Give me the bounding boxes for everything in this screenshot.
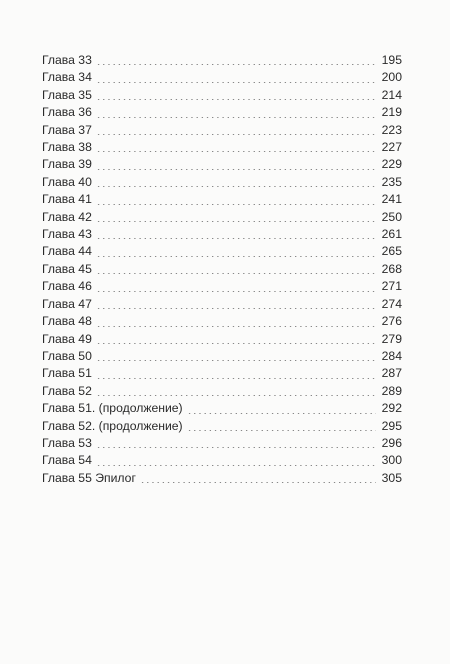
toc-entry-title: Глава 51 <box>42 366 92 381</box>
dot-leader <box>96 82 376 83</box>
toc-entry-title: Глава 47 <box>42 296 92 311</box>
toc-entry <box>42 331 402 348</box>
toc-entry-title: Глава 48 <box>42 314 92 329</box>
dot-leader <box>96 169 376 170</box>
toc-entry-page-number: 292 <box>381 401 402 416</box>
toc-entry <box>42 418 402 435</box>
toc-entry-title: Глава 45 <box>42 261 92 276</box>
dot-leader <box>96 221 376 222</box>
toc-entry-page-number: 305 <box>381 470 402 485</box>
toc-entry-page-number: 200 <box>381 70 402 85</box>
dot-leader <box>96 99 376 100</box>
dot-leader <box>140 482 376 483</box>
toc-entry-page-number: 195 <box>381 53 402 67</box>
toc-entry <box>42 191 402 208</box>
toc-entry <box>42 313 402 330</box>
toc-entry-page-number: 274 <box>381 296 402 311</box>
toc-entry <box>42 470 402 487</box>
toc-entry-page-number: 287 <box>381 366 402 381</box>
toc-entry-page-number: 241 <box>381 192 402 207</box>
toc-entry <box>42 452 402 469</box>
toc-entry <box>42 52 402 69</box>
dot-leader <box>96 291 376 292</box>
toc-entry-title: Глава 54 <box>42 453 92 468</box>
toc-entry-title: Глава 33 <box>42 53 92 67</box>
dot-leader <box>96 343 376 344</box>
toc-entry-page-number: 229 <box>381 157 402 172</box>
toc-entry-page-number: 271 <box>381 279 402 294</box>
dot-leader <box>96 186 376 187</box>
dot-leader <box>96 308 376 309</box>
dot-leader <box>96 204 376 205</box>
dot-leader <box>96 238 376 239</box>
toc-entry-page-number: 284 <box>381 348 402 363</box>
toc-entry-title: Глава 43 <box>42 227 92 242</box>
toc-entry-title: Глава 35 <box>42 87 92 102</box>
toc-entry-title: Глава 52 <box>42 383 92 398</box>
toc-entry-title: Глава 55 Эпилог <box>42 470 136 485</box>
toc-entry <box>42 261 402 278</box>
toc-entry <box>42 174 402 191</box>
toc-entry <box>42 348 402 365</box>
toc-entry-page-number: 300 <box>381 453 402 468</box>
toc-entry-page-number: 223 <box>381 122 402 137</box>
dot-leader <box>96 256 376 257</box>
toc-entry <box>42 69 402 86</box>
toc-entry-page-number: 219 <box>381 105 402 120</box>
toc-entry-title: Глава 46 <box>42 279 92 294</box>
dot-leader <box>96 465 376 466</box>
toc-entry <box>42 278 402 295</box>
toc-entry-page-number: 227 <box>381 140 402 155</box>
toc-entry-title: Глава 36 <box>42 105 92 120</box>
dot-leader <box>96 273 376 274</box>
toc-entry-title: Глава 53 <box>42 435 92 450</box>
toc-entry-page-number: 235 <box>381 174 402 189</box>
toc-entry-title: Глава 49 <box>42 331 92 346</box>
dot-leader <box>96 395 376 396</box>
toc-entry-title: Глава 37 <box>42 122 92 137</box>
toc-entry <box>42 87 402 104</box>
toc-entry-title: Глава 41 <box>42 192 92 207</box>
toc-entry <box>42 365 402 382</box>
dot-leader <box>187 430 376 431</box>
toc-entry <box>42 104 402 121</box>
dot-leader <box>96 134 376 135</box>
toc-entry-page-number: 214 <box>381 87 402 102</box>
toc-entry <box>42 156 402 173</box>
toc-entry-title: Глава 51. (продолжение) <box>42 401 183 416</box>
dot-leader <box>96 378 376 379</box>
toc-entry <box>42 226 402 243</box>
toc-entry <box>42 209 402 226</box>
dot-leader <box>187 413 376 414</box>
toc-entry-title: Глава 39 <box>42 157 92 172</box>
toc-entry <box>42 383 402 400</box>
toc-entry-title: Глава 34 <box>42 70 92 85</box>
toc-entry-title: Глава 52. (продолжение) <box>42 418 183 433</box>
toc-entry-page-number: 276 <box>381 314 402 329</box>
toc-entry-title: Глава 44 <box>42 244 92 259</box>
dot-leader <box>96 64 376 65</box>
toc-entry-title: Глава 38 <box>42 140 92 155</box>
dot-leader <box>96 447 376 448</box>
toc-entry-page-number: 279 <box>381 331 402 346</box>
toc-entry <box>42 400 402 417</box>
toc-entry <box>42 296 402 313</box>
toc-entry-title: Глава 40 <box>42 174 92 189</box>
toc-entry <box>42 435 402 452</box>
dot-leader <box>96 151 376 152</box>
toc-entry-page-number: 295 <box>381 418 402 433</box>
toc-entry-page-number: 265 <box>381 244 402 259</box>
toc-entry-page-number: 296 <box>381 435 402 450</box>
toc-entry-page-number: 250 <box>381 209 402 224</box>
dot-leader <box>96 360 376 361</box>
toc-entry-title: Глава 50 <box>42 348 92 363</box>
toc-entry-page-number: 261 <box>381 227 402 242</box>
dot-leader <box>96 117 376 118</box>
toc-entry-page-number: 289 <box>381 383 402 398</box>
toc-entry-page-number: 268 <box>381 261 402 276</box>
dot-leader <box>96 326 376 327</box>
toc-entry <box>42 122 402 139</box>
toc-entry <box>42 243 402 260</box>
table-of-contents <box>42 52 402 487</box>
toc-entry <box>42 139 402 156</box>
toc-entry-title: Глава 42 <box>42 209 92 224</box>
